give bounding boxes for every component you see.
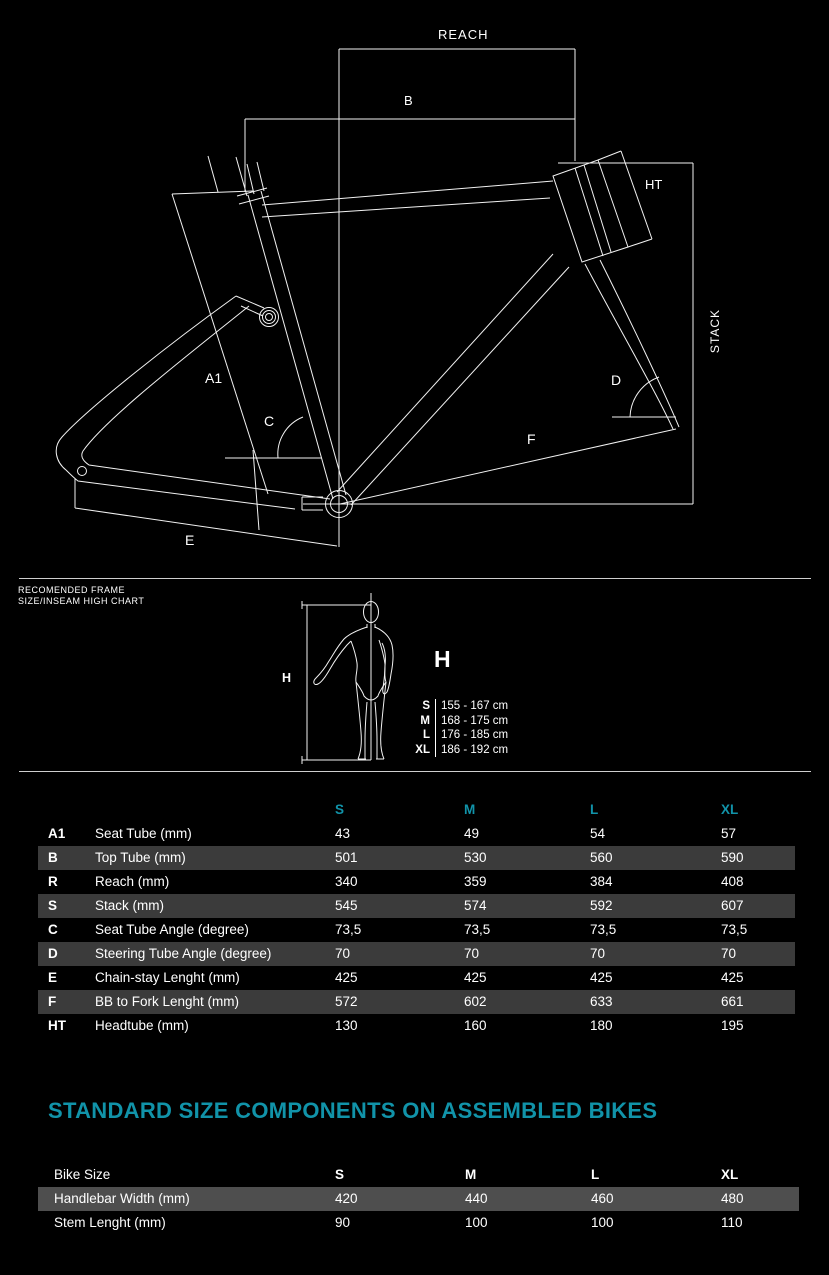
seat-angle-dimension-label: C — [264, 413, 275, 429]
row-code: HT — [48, 1018, 66, 1033]
height-section-title: H — [434, 646, 451, 672]
size-range-item — [406, 714, 508, 729]
cell-value: 408 — [721, 874, 744, 889]
seat-tube-dimension-label: A1 — [205, 370, 223, 386]
row-code: R — [48, 874, 58, 889]
row-label: Top Tube (mm) — [95, 850, 186, 865]
row-code: D — [48, 946, 58, 961]
row-code: B — [48, 850, 58, 865]
frame-diagram — [0, 0, 829, 578]
table-row — [38, 918, 795, 942]
table-row — [38, 1014, 795, 1038]
rear-triangle — [56, 296, 330, 510]
cell-value: 425 — [590, 970, 613, 985]
dimension-lines — [75, 49, 693, 547]
cell-value: 572 — [335, 994, 358, 1009]
components-table — [38, 1162, 799, 1235]
cell-value: 54 — [590, 826, 606, 841]
row-label: Steering Tube Angle (degree) — [95, 946, 272, 961]
cell-value: 180 — [590, 1018, 613, 1033]
row-label: Headtube (mm) — [95, 1018, 189, 1033]
cell-value: 73,5 — [721, 922, 748, 937]
cell-value: 43 — [335, 826, 351, 841]
steering-angle-dimension-label: D — [611, 372, 622, 388]
stack-dimension-label: STACK — [708, 308, 722, 354]
row-label: Chain-stay Lenght (mm) — [95, 970, 240, 985]
size-range-item — [406, 699, 508, 714]
size-range-item — [406, 728, 508, 743]
table-row — [38, 822, 795, 846]
table-row — [38, 990, 795, 1014]
height-dimension-lines — [302, 593, 371, 764]
bike-frame-line-art — [0, 0, 829, 578]
cell-value: 100 — [465, 1215, 488, 1230]
size-chart-heading-line2: SIZE/INSEAM HIGH CHART — [18, 596, 145, 606]
cell-value: 440 — [465, 1191, 488, 1206]
cell-value: 49 — [464, 826, 480, 841]
cell-value: 545 — [335, 898, 358, 913]
cell-value: 501 — [335, 850, 358, 865]
cell-value: 602 — [464, 994, 487, 1009]
geometry-header-row — [38, 797, 795, 822]
reach-dimension-label: REACH — [438, 27, 489, 42]
size-code: M — [406, 714, 436, 729]
cell-value: 70 — [590, 946, 606, 961]
cell-value: 480 — [721, 1191, 744, 1206]
top-tube-dimension-label: B — [404, 93, 413, 108]
cell-value: 590 — [721, 850, 744, 865]
table-row — [38, 870, 795, 894]
table-row — [38, 966, 795, 990]
cell-value: 130 — [335, 1018, 358, 1033]
bike-size-header: Bike Size — [54, 1167, 111, 1182]
components-section-heading: STANDARD SIZE COMPONENTS ON ASSEMBLED BIKES — [48, 1098, 658, 1123]
cell-value: 70 — [721, 946, 737, 961]
column-header-xl: XL — [721, 802, 739, 817]
cell-value: 592 — [590, 898, 613, 913]
cell-value: 661 — [721, 994, 744, 1009]
row-label: Reach (mm) — [95, 874, 170, 889]
column-header-s: S — [335, 1167, 345, 1182]
chainstay-dimension-label: E — [185, 532, 195, 548]
table-row — [38, 846, 795, 870]
cell-value: 160 — [464, 1018, 487, 1033]
cell-value: 100 — [591, 1215, 614, 1230]
size-chart-heading-line1: RECOMENDED FRAME — [18, 585, 126, 595]
cell-value: 73,5 — [464, 922, 491, 937]
cell-value: 425 — [721, 970, 744, 985]
size-range-item — [406, 743, 508, 758]
row-label: Stack (mm) — [95, 898, 164, 913]
cell-value: 70 — [335, 946, 351, 961]
cell-value: 420 — [335, 1191, 358, 1206]
column-header-m: M — [464, 802, 476, 817]
fork-dimension-label: F — [527, 431, 536, 447]
head-tube-dimension-label: HT — [645, 177, 663, 192]
row-code: F — [48, 994, 57, 1009]
height-dimension-label: H — [282, 671, 292, 685]
geometry-table — [38, 797, 795, 1038]
cell-value: 460 — [591, 1191, 614, 1206]
cell-value: 574 — [464, 898, 487, 913]
divider-bottom — [19, 771, 811, 772]
size-code: S — [406, 699, 436, 714]
row-label: BB to Fork Lenght (mm) — [95, 994, 240, 1009]
column-header-xl: XL — [721, 1167, 739, 1182]
row-code: S — [48, 898, 58, 913]
cell-value: 340 — [335, 874, 358, 889]
cell-value: 607 — [721, 898, 744, 913]
size-code: L — [406, 728, 436, 743]
row-label: Seat Tube Angle (degree) — [95, 922, 249, 937]
size-range: 176 - 185 cm — [441, 729, 509, 742]
cell-value: 73,5 — [335, 922, 362, 937]
cell-value: 195 — [721, 1018, 744, 1033]
cell-value: 425 — [464, 970, 487, 985]
components-header-row — [38, 1162, 799, 1187]
size-range: 155 - 167 cm — [441, 700, 509, 712]
cell-value: 73,5 — [590, 922, 617, 937]
column-header-m: M — [465, 1167, 477, 1182]
frame-outline — [208, 156, 679, 505]
size-range: 168 - 175 cm — [441, 714, 509, 727]
cell-value: 70 — [464, 946, 480, 961]
cell-value: 425 — [335, 970, 358, 985]
table-row — [38, 942, 795, 966]
cell-value: 560 — [590, 850, 613, 865]
column-header-l: L — [590, 802, 599, 817]
row-label: Stem Lenght (mm) — [54, 1215, 166, 1230]
size-chart-heading — [18, 585, 144, 607]
cell-value: 90 — [335, 1215, 351, 1230]
divider-top — [19, 578, 811, 579]
row-code: A1 — [48, 826, 66, 841]
column-header-l: L — [591, 1167, 600, 1182]
table-row — [38, 1187, 799, 1211]
human-outline — [314, 602, 393, 760]
cell-value: 57 — [721, 826, 737, 841]
size-code: XL — [406, 743, 436, 758]
cell-value: 530 — [464, 850, 487, 865]
cell-value: 110 — [721, 1215, 743, 1230]
column-header-s: S — [335, 802, 345, 817]
cell-value: 633 — [590, 994, 613, 1009]
cell-value: 359 — [464, 874, 487, 889]
row-label: Seat Tube (mm) — [95, 826, 192, 841]
row-code: C — [48, 922, 58, 937]
size-range: 186 - 192 cm — [441, 743, 509, 756]
table-row — [38, 894, 795, 918]
cell-value: 384 — [590, 874, 613, 889]
table-row — [38, 1211, 799, 1235]
row-code: E — [48, 970, 58, 985]
size-range-list — [406, 699, 508, 757]
row-label: Handlebar Width (mm) — [54, 1191, 190, 1206]
